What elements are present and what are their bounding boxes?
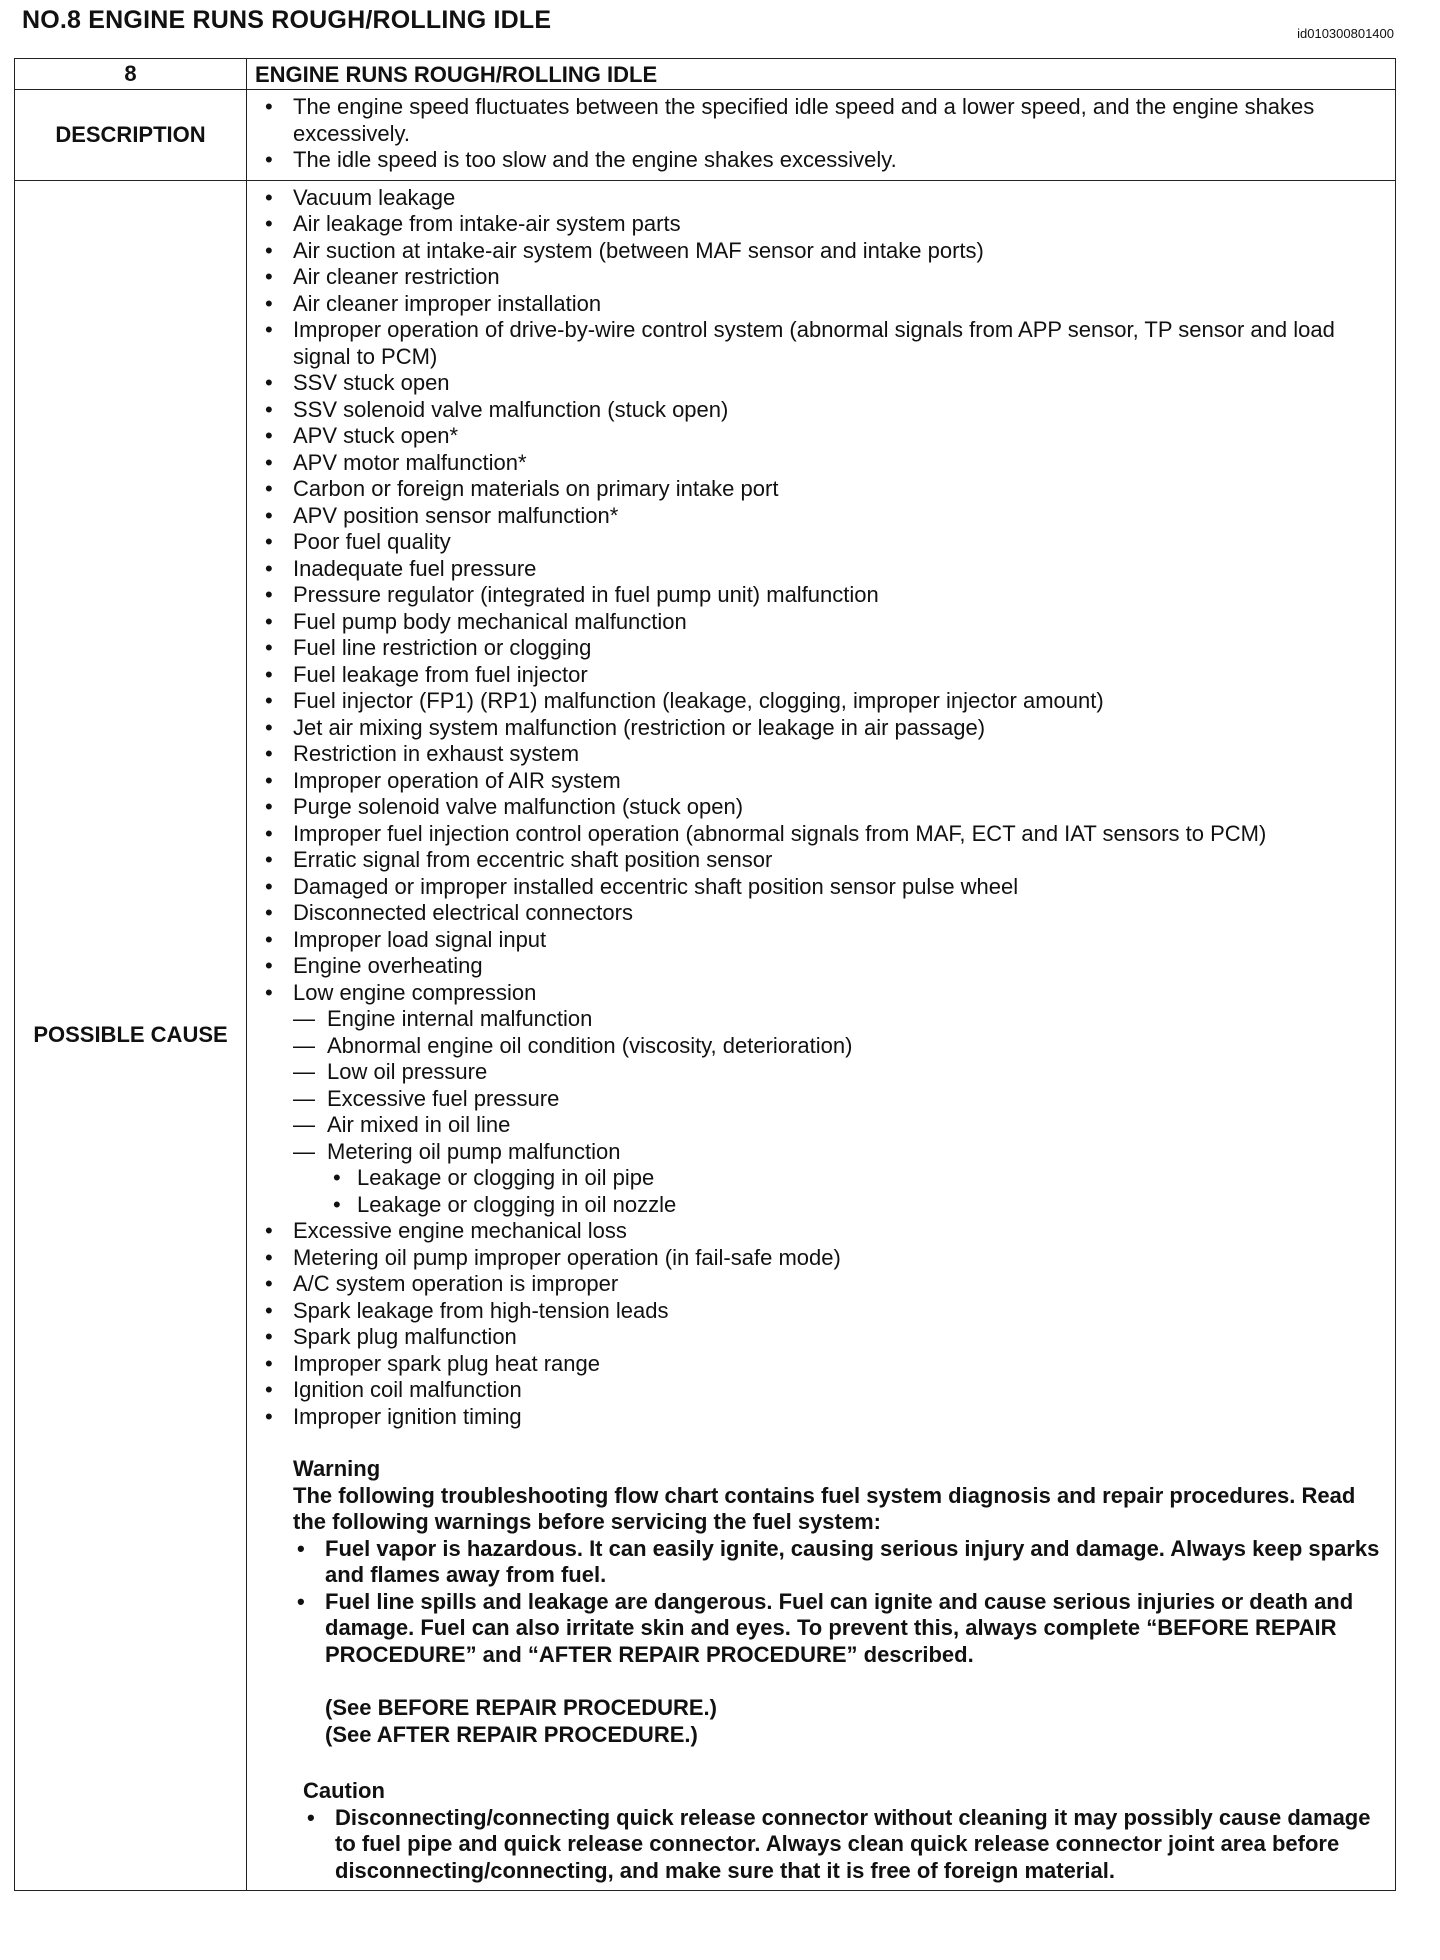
caution-heading: Caution	[303, 1778, 385, 1803]
cause-item: • APV stuck open*	[253, 423, 1385, 450]
cause-item: • Restriction in exhaust system	[253, 741, 1385, 768]
cause-item: • Metering oil pump improper operation (in fail-safe mode)	[253, 1245, 1385, 1272]
cause-item: • Engine overheating	[253, 953, 1385, 980]
caution-list	[303, 1805, 1385, 1885]
document-id: id010300801400	[1297, 26, 1394, 41]
metering-sublist	[293, 1165, 1385, 1218]
cause-item: • Air cleaner restriction	[253, 264, 1385, 291]
compression-subitem: — Engine internal malfunction	[293, 1006, 593, 1031]
compression-sublist	[293, 1006, 1385, 1218]
cause-item: • Improper operation of AIR system	[253, 768, 1385, 795]
page-title: NO.8 ENGINE RUNS ROUGH/ROLLING IDLE	[22, 6, 552, 34]
description-row	[15, 90, 1396, 181]
dash-mark: —	[293, 1032, 315, 1058]
possible-cause-row	[15, 180, 1396, 1891]
description-item: • The idle speed is too slow and the engine shakes excessively.	[253, 147, 1383, 174]
cause-item: • Fuel leakage from fuel injector	[253, 662, 1385, 689]
cause-item-low-compression	[253, 980, 1385, 1219]
dash-mark: —	[293, 1112, 315, 1137]
compression-subitem: — Low oil pressure	[293, 1059, 488, 1084]
caution-item: • Disconnecting/connecting quick release connector without cleaning it may possibly cause damage to fuel pipe and quick release connector. Always clean quick release connector joint area before disconnecting/connecting, and make sure that it is free of foreign material.	[303, 1805, 1385, 1885]
compression-subitem: — Abnormal engine oil condition (viscosity, deterioration)	[293, 1032, 853, 1058]
warning-item: • Fuel vapor is hazardous. It can easily ignite, causing serious injury and damage. Always keep sparks and flames away from fuel.	[293, 1536, 1385, 1589]
cause-item-text: Low engine compression	[293, 979, 537, 1005]
cause-list	[253, 185, 1385, 1431]
warning-list	[293, 1536, 1385, 1669]
cause-item: • APV motor malfunction*	[253, 450, 1385, 477]
cause-item: • A/C system operation is improper	[253, 1271, 1385, 1298]
cause-item: • Carbon or foreign materials on primary intake port	[253, 476, 1385, 503]
metering-subitem: • Leakage or clogging in oil nozzle	[293, 1192, 1385, 1219]
cause-item: • Purge solenoid valve malfunction (stuck open)	[253, 794, 1385, 821]
compression-subitem: — Air mixed in oil line	[293, 1112, 511, 1137]
troubleshooting-table	[14, 58, 1396, 1891]
cause-item: • Air suction at intake-air system (between MAF sensor and intake ports)	[253, 238, 1385, 265]
cause-item: • Air leakage from intake-air system parts	[253, 211, 1385, 238]
see-after-repair-link[interactable]: (See AFTER REPAIR PROCEDURE.)	[325, 1721, 698, 1747]
cause-item: • Improper spark plug heat range	[253, 1351, 1385, 1378]
cause-item: • Vacuum leakage	[253, 185, 1385, 212]
symptom-heading: ENGINE RUNS ROUGH/ROLLING IDLE	[247, 59, 1396, 90]
cause-item: • Ignition coil malfunction	[253, 1377, 1385, 1404]
cause-item: • Air cleaner improper installation	[253, 291, 1385, 318]
description-label: DESCRIPTION	[15, 90, 247, 181]
cause-item: • Improper load signal input	[253, 927, 1385, 954]
cause-item: • SSV solenoid valve malfunction (stuck open)	[253, 397, 1385, 424]
cause-item: • Spark leakage from high-tension leads	[253, 1298, 1385, 1325]
warning-block	[293, 1456, 1385, 1748]
cause-item: • Fuel pump body mechanical malfunction	[253, 609, 1385, 636]
description-list	[253, 94, 1383, 174]
see-before-repair-link[interactable]: (See BEFORE REPAIR PROCEDURE.)	[325, 1695, 717, 1720]
warning-intro: The following troubleshooting flow chart contains fuel system diagnosis and repair procedures. Read the following warnings before servicing the fuel system:	[293, 1482, 1356, 1534]
caution-block	[303, 1778, 1385, 1884]
cause-item: • Fuel line restriction or clogging	[253, 635, 1385, 662]
cause-item: • Improper ignition timing	[253, 1404, 1385, 1431]
dash-mark: —	[293, 1085, 315, 1111]
cause-item: • Erratic signal from eccentric shaft position sensor	[253, 847, 1385, 874]
compression-subitem: — Excessive fuel pressure	[293, 1085, 560, 1111]
compression-subitem: — Metering oil pump malfunction • Leakage or clogging in oil pipe • Leakage or clogging in oil nozzle	[293, 1139, 1385, 1219]
metering-subitem: • Leakage or clogging in oil pipe	[293, 1165, 1385, 1192]
cause-item: • Spark plug malfunction	[253, 1324, 1385, 1351]
warning-item: • Fuel line spills and leakage are dangerous. Fuel can ignite and cause serious injuries or death and damage. Fuel can also irritate skin and eyes. To prevent this, always complete “BEFORE REPAIR PROCEDURE” and “AFTER REPAIR PROCEDURE” described.	[293, 1589, 1385, 1669]
cause-item: • SSV stuck open	[253, 370, 1385, 397]
cause-item: • APV position sensor malfunction*	[253, 503, 1385, 530]
description-item: • The engine speed fluctuates between the specified idle speed and a lower speed, and the engine shakes excessively.	[253, 94, 1383, 147]
dash-mark: —	[293, 1006, 315, 1031]
warning-heading: Warning	[293, 1456, 381, 1481]
table-header-row	[15, 59, 1396, 90]
cause-item: • Disconnected electrical connectors	[253, 900, 1385, 927]
symptom-number: 8	[15, 59, 247, 90]
see-references	[325, 1695, 1385, 1748]
dash-mark: —	[293, 1059, 315, 1084]
description-cell	[247, 90, 1396, 181]
cause-item: • Improper operation of drive-by-wire control system (abnormal signals from APP sensor, TP sensor and load signal to PCM)	[253, 317, 1385, 370]
cause-item: • Jet air mixing system malfunction (restriction or leakage in air passage)	[253, 715, 1385, 742]
cause-item: • Improper fuel injection control operation (abnormal signals from MAF, ECT and IAT sensors to PCM)	[253, 821, 1385, 848]
cause-item: • Poor fuel quality	[253, 529, 1385, 556]
cause-item: • Fuel injector (FP1) (RP1) malfunction (leakage, clogging, improper injector amount)	[253, 688, 1385, 715]
possible-cause-cell	[247, 180, 1396, 1891]
cause-item: • Damaged or improper installed eccentric shaft position sensor pulse wheel	[253, 874, 1385, 901]
dash-mark: —	[293, 1138, 315, 1164]
cause-item: • Pressure regulator (integrated in fuel pump unit) malfunction	[253, 582, 1385, 609]
cause-item: • Excessive engine mechanical loss	[253, 1218, 1385, 1245]
cause-item: • Inadequate fuel pressure	[253, 556, 1385, 583]
possible-cause-label: POSSIBLE CAUSE	[15, 180, 247, 1891]
